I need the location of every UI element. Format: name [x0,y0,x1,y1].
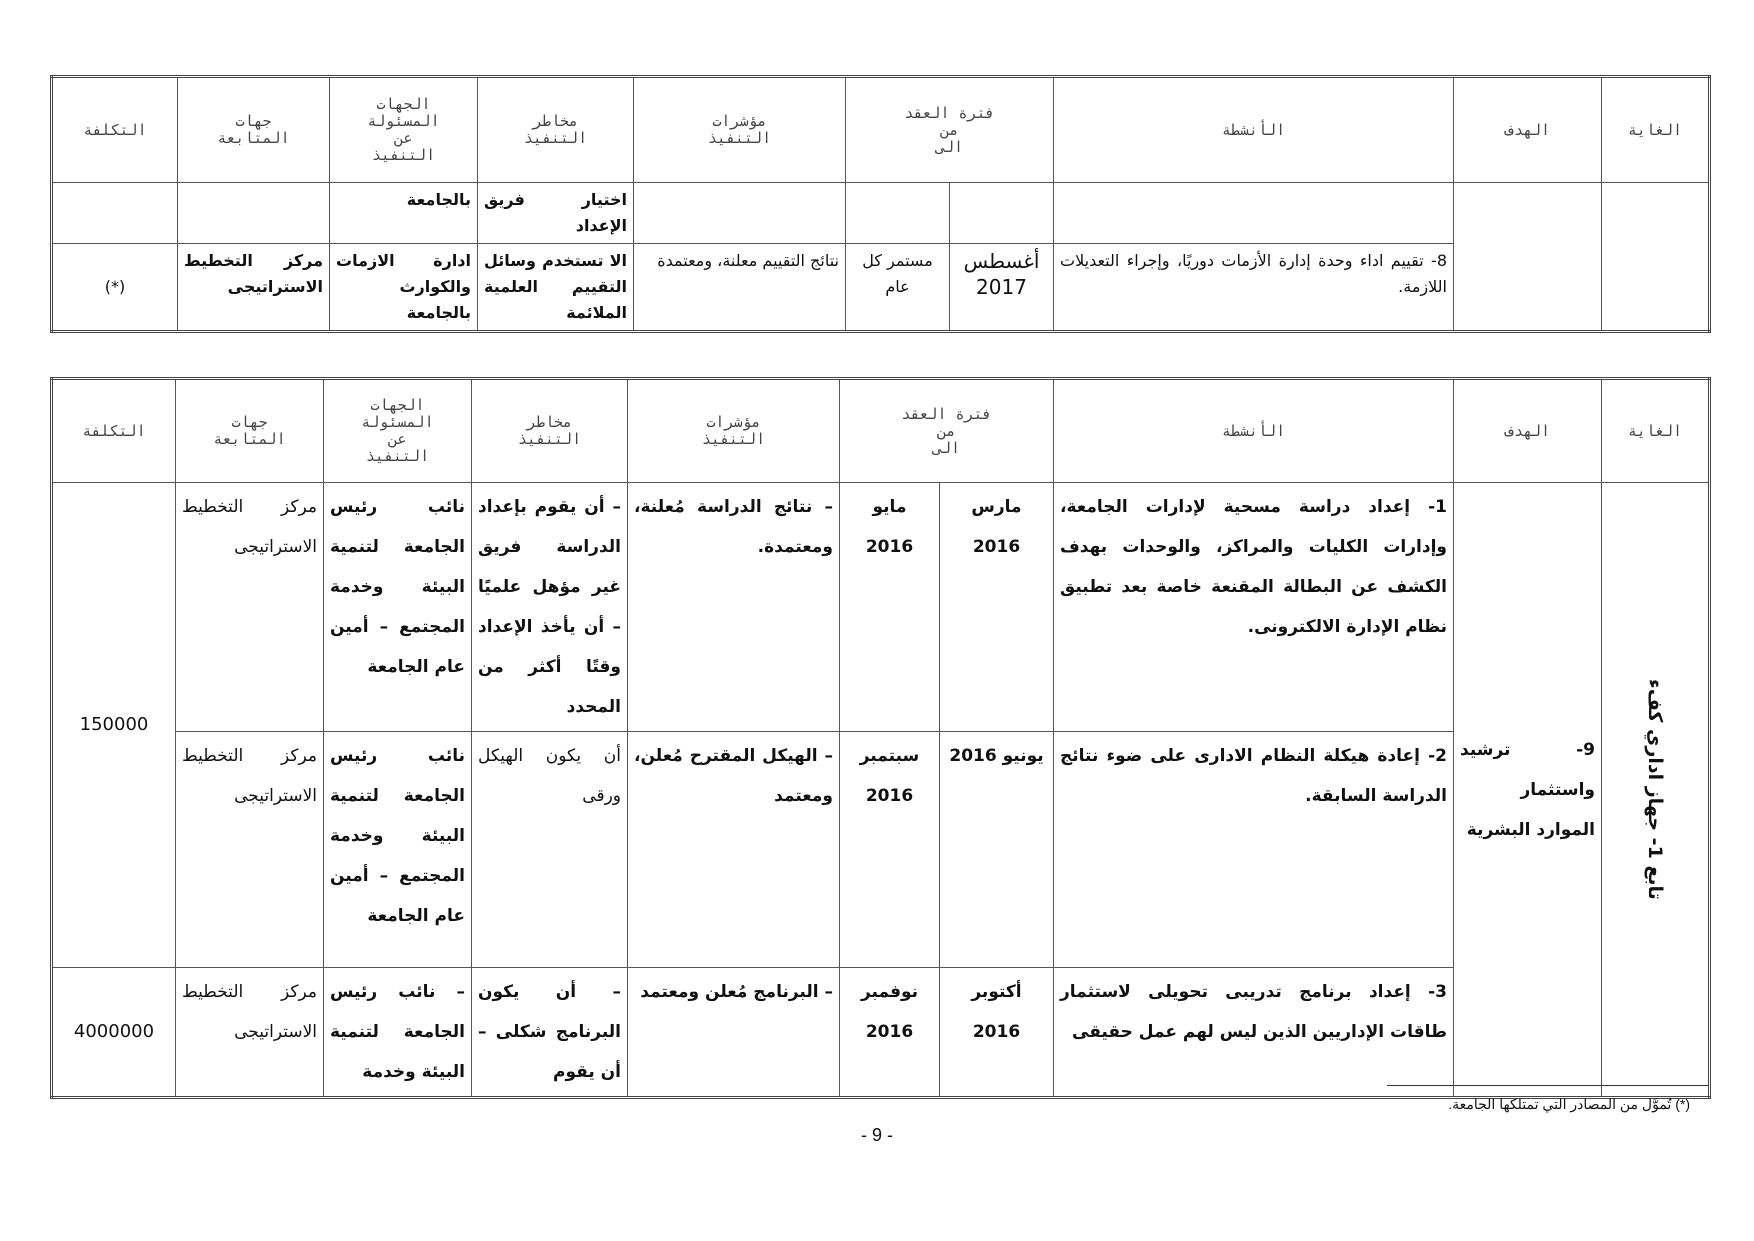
cell-risks: – أن يقوم بإعداد الدراسة فريق غير مؤهل علميًا – أن يأخذ الإعداد وقتًا أكثر من المحدد [472,483,628,732]
cell-responsible: بالجامعة [330,183,478,244]
cell-hadaf [1454,183,1602,332]
header-makhatir: مخاطر التنفيذ [478,77,634,183]
plan-table-1 [50,75,1711,333]
header-jihat-mutabaa: جهات المتابعة [178,77,330,183]
cell-followup: مركز التخطيط الاستراتيجى [176,732,324,968]
cell-followup: مركز التخطيط الاستراتيجى [178,244,330,332]
header-ghaya: الغاية [1602,379,1710,483]
cell-from: يونيو 2016 [940,732,1054,968]
header-taklifa: التكلفة [52,379,176,483]
cell-activity: 2- إعادة هيكلة النظام الادارى على ضوء نتائج الدراسة السابقة. [1054,732,1454,968]
header-anshita: الأنشطة [1054,379,1454,483]
cell-from: أكتوبر 2016 [940,968,1054,1098]
cell-followup: مركز التخطيط الاستراتيجى [176,483,324,732]
header-ghaya: الغاية [1602,77,1710,183]
header-hadaf: الهدف [1454,379,1602,483]
cell-to: سبتمبر 2016 [840,732,940,968]
table-row [52,483,1710,732]
cell-responsible: – نائب رئيس الجامعة لتنمية البيئة وخدمة [324,968,472,1098]
header-fatra: فترة العقد من الى [840,379,1054,483]
cell-followup: مركز التخطيط الاستراتيجى [176,968,324,1098]
cell-activity [1054,183,1454,244]
cell-activity: 1- إعداد دراسة مسحية لإدارات الجامعة، وإدارات الكليات والمراكز، والوحدات بهدف الكشف عن البطالة المقنعة خاصة بعد تطبيق نظام الإدارة الالكترونى. [1054,483,1454,732]
footnote-separator [1387,1085,1709,1086]
header-jihat-masoula: الجهات المسئولة عن التنفيذ [330,77,478,183]
header-muashirat: مؤشرات التنفيذ [628,379,840,483]
cell-cost [52,183,178,244]
cell-to: نوفمبر 2016 [840,968,940,1098]
header-row [52,77,1710,183]
cell-to: مايو 2016 [840,483,940,732]
header-muashirat: مؤشرات التنفيذ [634,77,846,183]
cell-from [950,183,1054,244]
page-number: - 9 - [860,1125,893,1145]
cell-responsible: نائب رئيس الجامعة لتنمية البيئة وخدمة المجتمع – أمين عام الجامعة [324,483,472,732]
cell-cost: 150000 [52,483,176,968]
header-jihat-masoula: الجهات المسئولة عن التنفيذ [324,379,472,483]
cell-indicators: – الهيكل المقترح مُعلن، ومعتمد [628,732,840,968]
cell-activity: 8- تقييم اداء وحدة إدارة الأزمات دوريًا، وإجراء التعديلات اللازمة. [1054,244,1454,332]
cell-followup [178,183,330,244]
cell-hadaf: 9- ترشيد واستثمار الموارد البشرية [1454,483,1602,1098]
cell-indicators: – البرنامج مُعلن ومعتمد [628,968,840,1098]
header-fatra: فترة العقد من الى [846,77,1054,183]
header-jihat-mutabaa: جهات المتابعة [176,379,324,483]
header-hadaf: الهدف [1454,77,1602,183]
cell-indicators [634,183,846,244]
cell-responsible: ادارة الازمات والكوارث بالجامعة [330,244,478,332]
cell-risks: أن يكون الهيكل ورقى [472,732,628,968]
footnote: (*) تُموَّل من المصادر التي تمتلكها الجامعة. [1448,1096,1690,1112]
header-makhatir: مخاطر التنفيذ [472,379,628,483]
cell-indicators: نتائج التقييم معلنة، ومعتمدة [634,244,846,332]
cell-responsible: نائب رئيس الجامعة لتنمية البيئة وخدمة المجتمع – أمين عام الجامعة [324,732,472,968]
plan-table-2 [50,377,1711,1099]
cell-activity: 3- إعداد برنامج تدريبى تحويلى لاستثمار طاقات الإداريين الذين ليس لهم عمل حقيقى [1054,968,1454,1098]
header-anshita: الأنشطة [1054,77,1454,183]
cell-from: مارس 2016 [940,483,1054,732]
cell-from: أغسطس 2017 [950,244,1054,332]
header-row [52,379,1710,483]
cell-ghaya [1602,483,1710,1098]
cell-indicators: – نتائج الدراسة مُعلنة، ومعتمدة. [628,483,840,732]
cell-to: مستمر كل عام [846,244,950,332]
ghaya-text: تابع 1- جهاز اداري كفء [1644,679,1666,900]
cell-cost: (*) [52,244,178,332]
cell-risks: اختيار فريق الإعداد [478,183,634,244]
cell-risks: الا تستخدم وسائل التقييم العلمية الملائمة [478,244,634,332]
cell-to [846,183,950,244]
table-row [52,183,1710,244]
cell-risks: – أن يكون البرنامج شكلى – أن يقوم [472,968,628,1098]
header-taklifa: التكلفة [52,77,178,183]
cell-ghaya [1602,183,1710,332]
cell-cost: 4000000 [52,968,176,1098]
